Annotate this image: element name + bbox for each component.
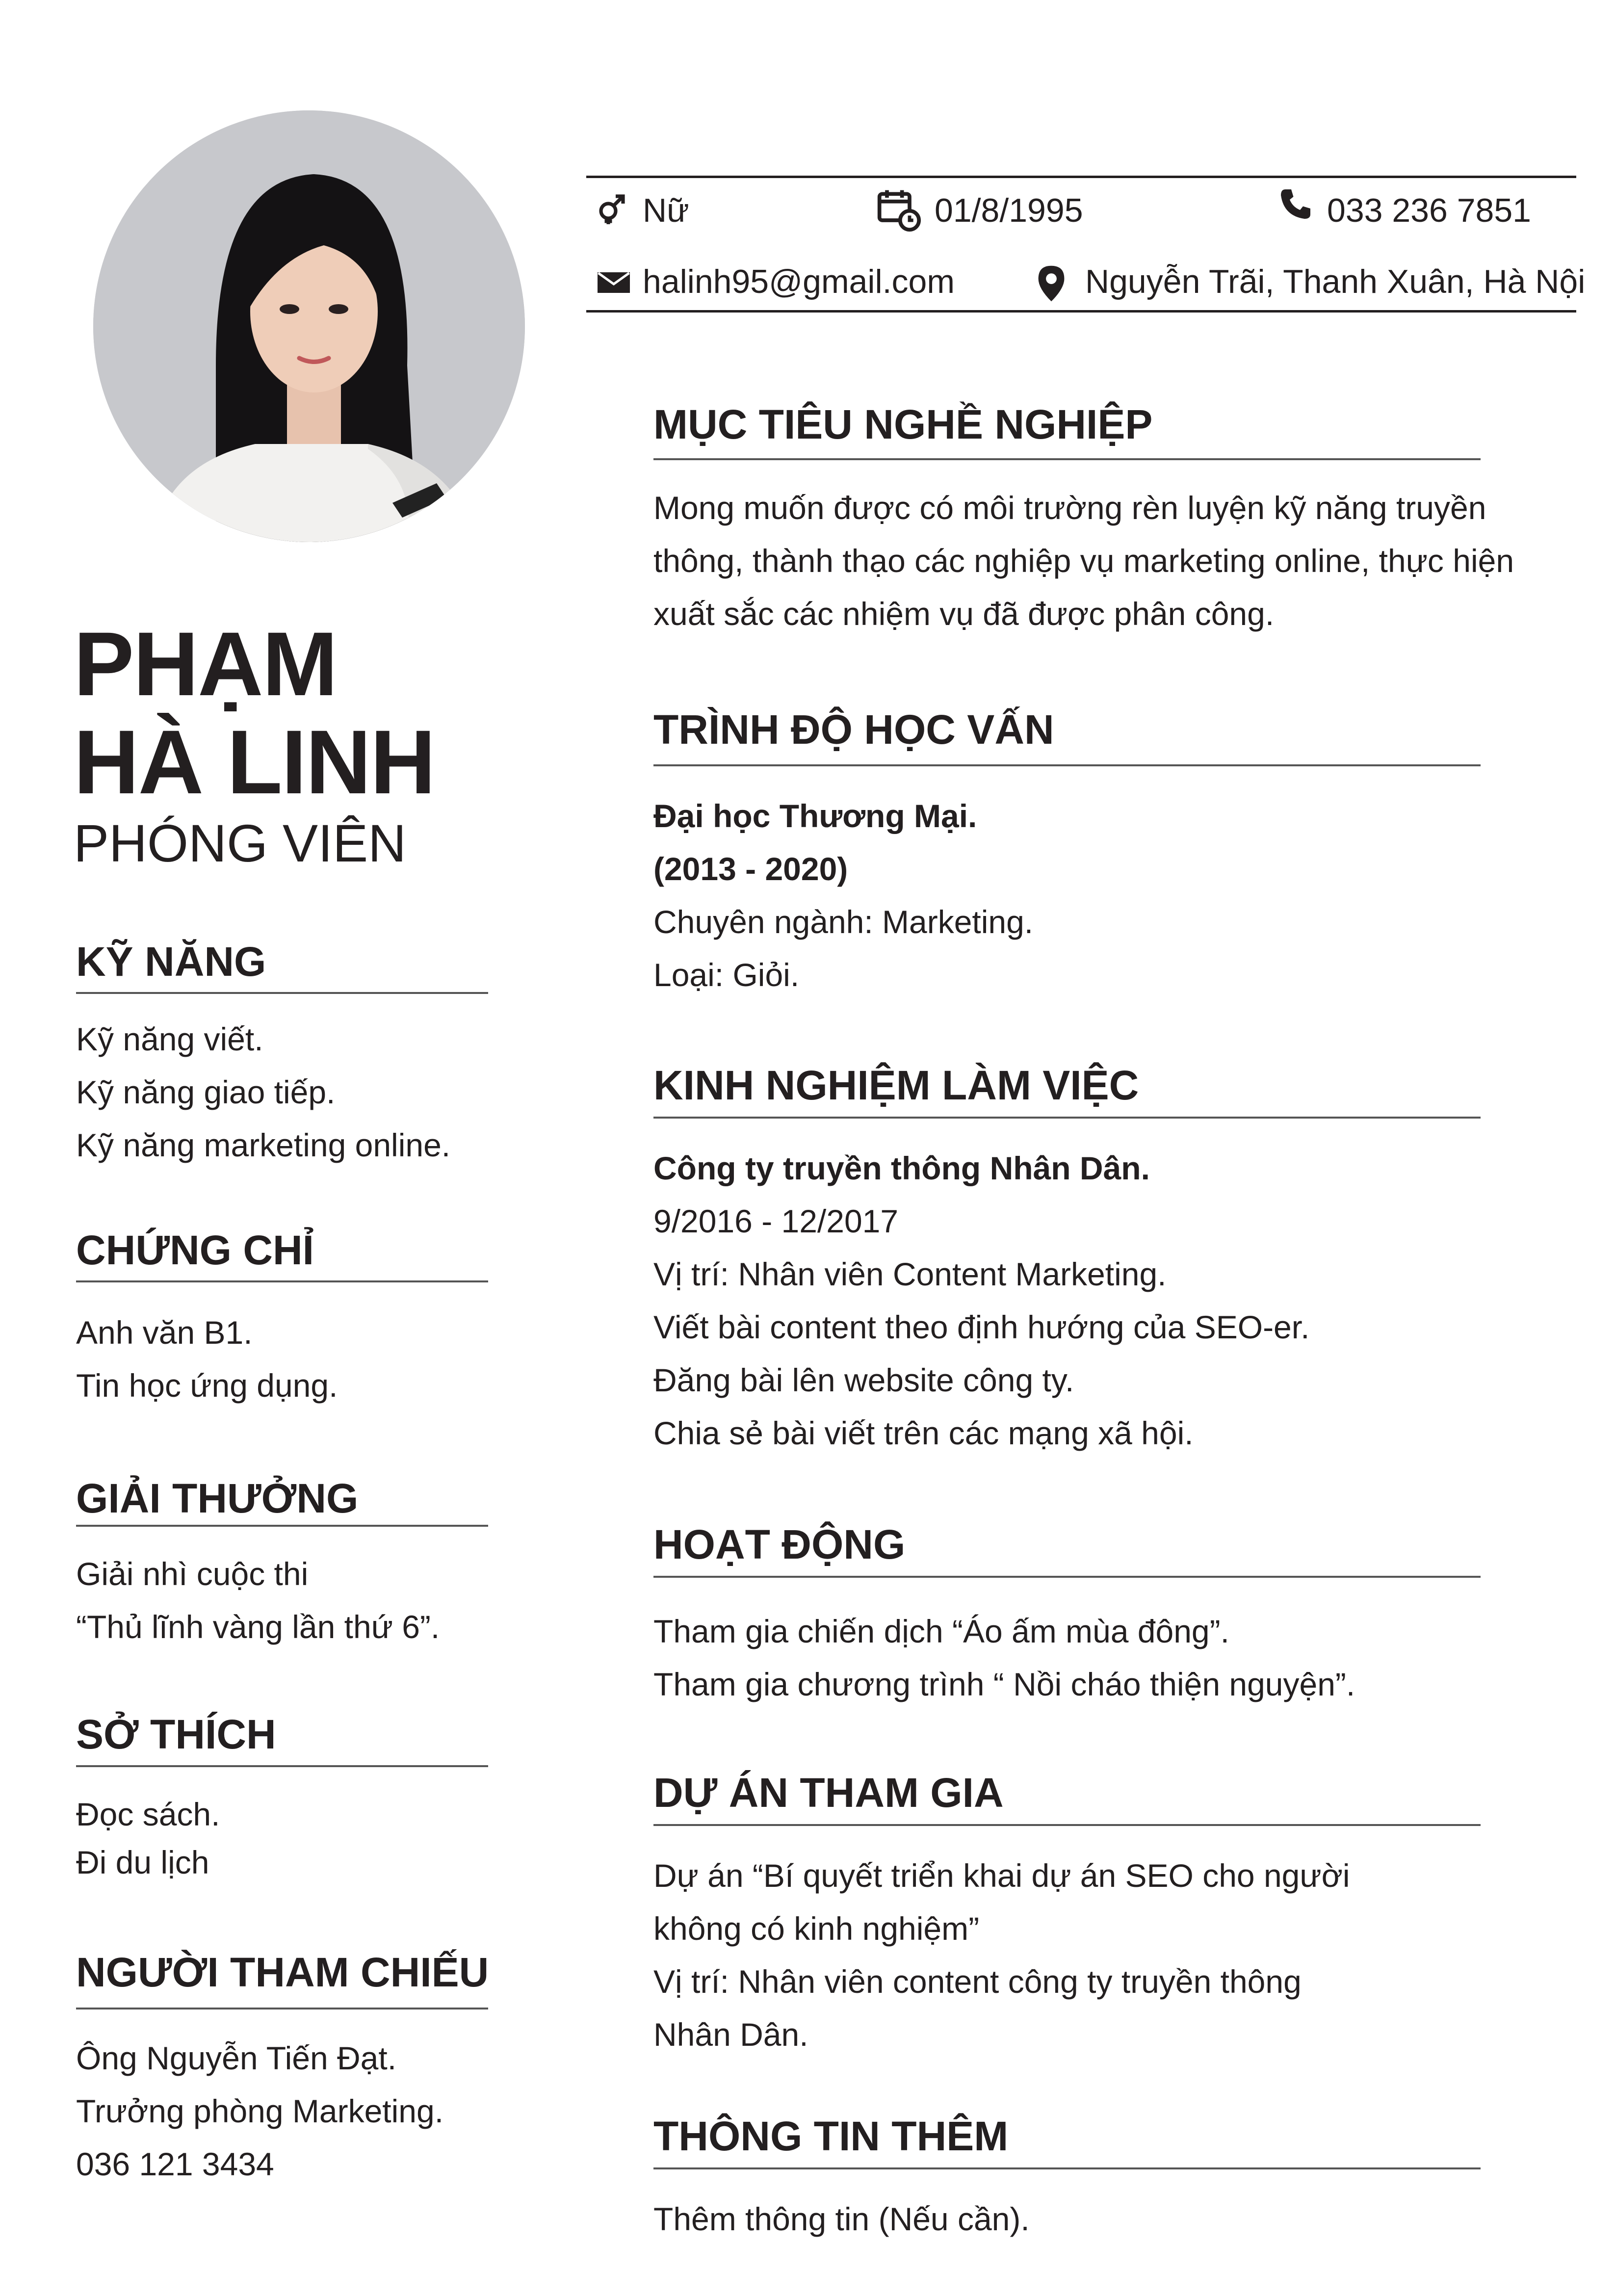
activities-rule (653, 1576, 1481, 1578)
education-major: Chuyên ngành: Marketing. (653, 904, 1034, 940)
job-title: PHÓNG VIÊN (74, 813, 407, 873)
hobbies-rule (76, 1765, 488, 1767)
education-years: (2013 - 2020) (653, 851, 848, 887)
experience-line: Chia sẻ bài viết trên các mạng xã hội. (653, 1415, 1194, 1451)
experience-line: Vị trí: Nhân viên Content Marketing. (653, 1256, 1167, 1292)
hobbies-title: SỞ THÍCH (76, 1711, 276, 1757)
project-line: không có kinh nghiệm” (653, 1910, 980, 1947)
skills-title: KỸ NĂNG (76, 939, 266, 985)
experience-period: 9/2016 - 12/2017 (653, 1203, 899, 1239)
awards-rule (76, 1525, 488, 1527)
awards-title: GIẢI THƯỞNG (76, 1475, 359, 1521)
award-item: “Thủ lĩnh vàng lần thứ 6”. (76, 1609, 440, 1645)
objective-line: thông, thành thạo các nghiệp vụ marketing online, thực hiện (653, 543, 1514, 579)
skill-item: Kỹ năng giao tiếp. (76, 1074, 336, 1110)
portrait-image (93, 110, 525, 542)
gender-icon (594, 190, 629, 226)
experience-company: Công ty truyền thông Nhân Dân. (653, 1150, 1150, 1186)
education-school: Đại học Thương Mại. (653, 798, 977, 834)
calendar-icon (876, 186, 921, 232)
objective-rule (653, 458, 1481, 460)
name-line-1: PHẠM (74, 614, 337, 715)
education-grade: Loại: Giỏi. (653, 957, 800, 993)
projects-rule (653, 1824, 1481, 1826)
projects-title: DỰ ÁN THAM GIA (653, 1770, 1004, 1816)
experience-line: Viết bài content theo định hướng của SEO-er. (653, 1309, 1310, 1345)
birthdate-text: 01/8/1995 (935, 192, 1083, 229)
certificates-title: CHỨNG CHỈ (76, 1227, 314, 1273)
experience-title: KINH NGHIỆM LÀM VIỆC (653, 1062, 1139, 1108)
name-line-2: HÀ LINH (74, 712, 435, 813)
references-title: NGƯỜI THAM CHIẾU (76, 1949, 489, 1995)
extra-rule (653, 2167, 1481, 2169)
phone-icon (1278, 186, 1313, 222)
reference-item: 036 121 3434 (76, 2146, 274, 2182)
hobby-item: Đi du lịch (76, 1844, 209, 1880)
objective-line: xuất sắc các nhiệm vụ đã được phân công. (653, 596, 1275, 632)
objective-line: Mong muốn được có môi trường rèn luyện kỹ năng truyền (653, 490, 1486, 526)
profile-photo (93, 110, 525, 542)
hobby-item: Đọc sách. (76, 1796, 220, 1832)
references-rule (76, 2008, 488, 2009)
skill-item: Kỹ năng viết. (76, 1021, 263, 1057)
project-line: Dự án “Bí quyết triển khai dự án SEO cho người (653, 1857, 1350, 1894)
experience-rule (653, 1117, 1481, 1119)
mail-icon (596, 265, 631, 300)
education-title: TRÌNH ĐỘ HỌC VẤN (653, 706, 1054, 753)
award-item: Giải nhì cuộc thi (76, 1556, 309, 1592)
activity-line: Tham gia chiến dịch “Áo ấm mùa đông”. (653, 1613, 1229, 1649)
activity-line: Tham gia chương trình “ Nồi cháo thiện nguyện”. (653, 1666, 1355, 1702)
certificate-item: Tin học ứng dụng. (76, 1367, 338, 1404)
extra-line: Thêm thông tin (Nếu cần). (653, 2201, 1030, 2237)
skill-item: Kỹ năng marketing online. (76, 1127, 451, 1163)
project-line: Nhân Dân. (653, 2016, 808, 2053)
project-line: Vị trí: Nhân viên content công ty truyền thông (653, 1963, 1302, 2000)
certificates-rule (76, 1280, 488, 1282)
location-pin-icon (1035, 264, 1068, 303)
contact-top-rule (586, 176, 1576, 178)
email-text: halinh95@gmail.com (643, 263, 955, 300)
address-text: Nguyễn Trãi, Thanh Xuân, Hà Nội (1085, 263, 1586, 300)
certificate-item: Anh văn B1. (76, 1314, 253, 1351)
skills-rule (76, 992, 488, 994)
phone-text: 033 236 7851 (1327, 192, 1531, 229)
gender-text: Nữ (643, 192, 689, 229)
reference-item: Trưởng phòng Marketing. (76, 2093, 444, 2129)
education-rule (653, 764, 1481, 766)
extra-title: THÔNG TIN THÊM (653, 2113, 1009, 2159)
experience-line: Đăng bài lên website công ty. (653, 1362, 1074, 1398)
activities-title: HOẠT ĐỘNG (653, 1521, 906, 1567)
reference-item: Ông Nguyễn Tiến Đạt. (76, 2040, 397, 2076)
contact-bottom-rule (586, 310, 1576, 313)
objective-title: MỤC TIÊU NGHỀ NGHIỆP (653, 401, 1153, 447)
